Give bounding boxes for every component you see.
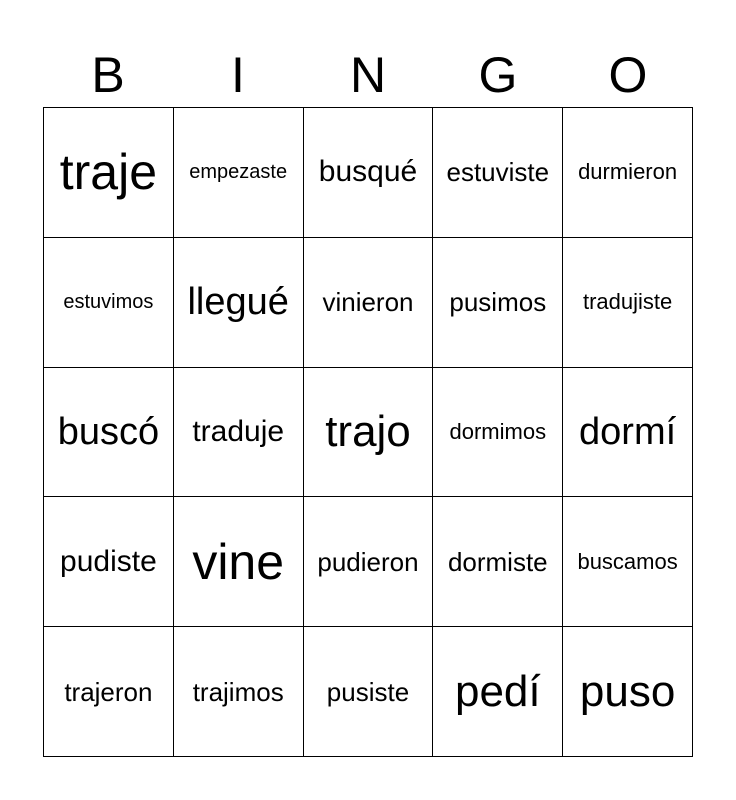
bingo-cell: vinieron <box>304 238 434 368</box>
header-letter-n: N <box>349 47 387 103</box>
bingo-cell: traje <box>44 108 174 238</box>
bingo-cell: buscamos <box>563 497 693 627</box>
bingo-cell: dormí <box>563 368 693 498</box>
bingo-cell: estuvimos <box>44 238 174 368</box>
bingo-cell: trajeron <box>44 627 174 757</box>
bingo-cell: trajo <box>304 368 434 498</box>
bingo-cell: pusiste <box>304 627 434 757</box>
bingo-cell: traduje <box>174 368 304 498</box>
bingo-cell: pedí <box>433 627 563 757</box>
bingo-cell: puso <box>563 627 693 757</box>
bingo-cell: pudieron <box>304 497 434 627</box>
bingo-cell: empezaste <box>174 108 304 238</box>
header-letter-g: G <box>478 47 518 103</box>
bingo-header <box>43 42 693 108</box>
bingo-cell: tradujiste <box>563 238 693 368</box>
header-letter-o: O <box>608 47 648 103</box>
bingo-board <box>43 107 693 757</box>
bingo-cell: llegué <box>174 238 304 368</box>
bingo-cell: buscó <box>44 368 174 498</box>
bingo-cell: durmieron <box>563 108 693 238</box>
header-letter-b: B <box>91 47 125 103</box>
header-letter-i: I <box>231 47 245 103</box>
bingo-cell: vine <box>174 497 304 627</box>
bingo-cell: pudiste <box>44 497 174 627</box>
bingo-cell: pusimos <box>433 238 563 368</box>
bingo-cell: trajimos <box>174 627 304 757</box>
bingo-cell: dormimos <box>433 368 563 498</box>
bingo-cell: busqué <box>304 108 434 238</box>
bingo-cell: dormiste <box>433 497 563 627</box>
bingo-cell: estuviste <box>433 108 563 238</box>
